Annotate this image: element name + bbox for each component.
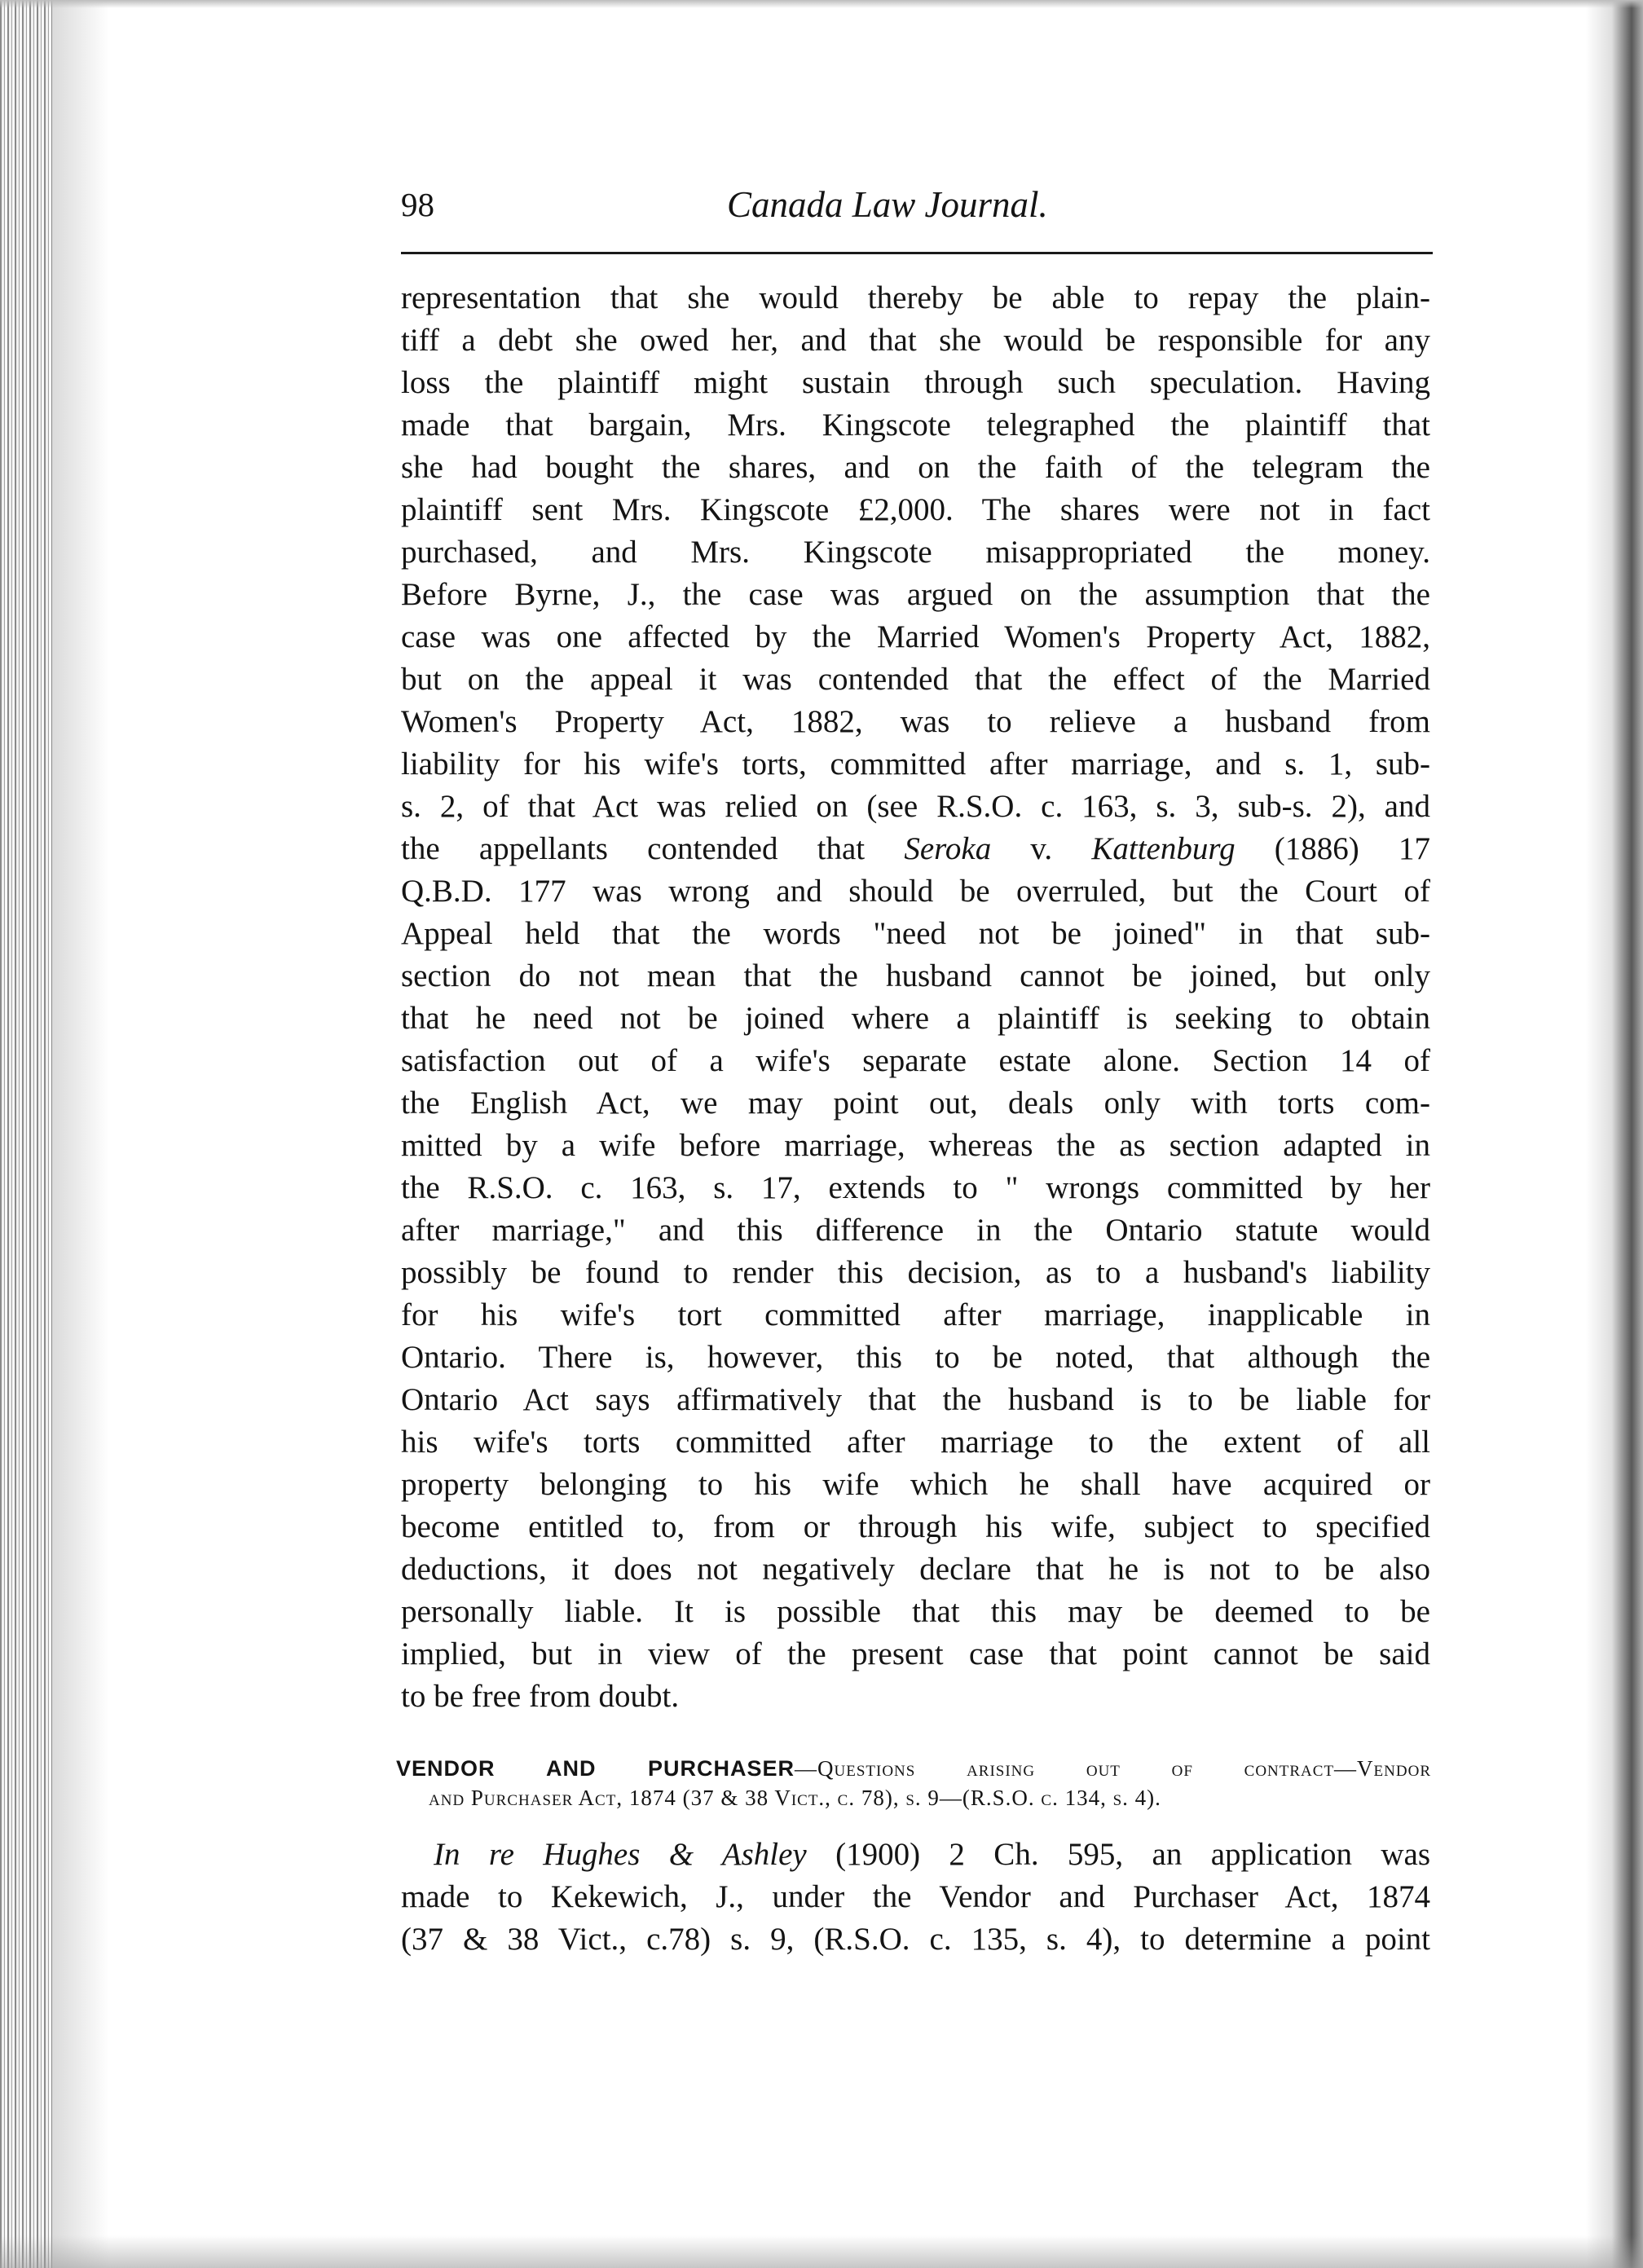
body-line: the English Act, we may point out, deals only with torts com- xyxy=(401,1086,1430,1121)
scan-edge-bottom xyxy=(0,2235,1643,2268)
case-versus: v. xyxy=(991,831,1092,866)
body-line: his wife's torts committed after marriage to the extent of all xyxy=(401,1425,1430,1460)
body-line: Women's Property Act, 1882, was to relieve a husband from xyxy=(401,704,1430,739)
case-paragraph-line-rest: (1900) 2 Ch. 595, an application was xyxy=(806,1837,1430,1872)
body-line: representation that she would thereby be able to repay the plain- xyxy=(401,280,1430,315)
case-name-kattenburg: Kattenburg xyxy=(1091,831,1236,866)
scan-edge-left-shadow xyxy=(52,0,109,2268)
body-paragraph xyxy=(401,277,1430,1718)
section-heading-line-1 xyxy=(396,1754,1431,1783)
scan-edge-top xyxy=(0,0,1643,8)
page-header xyxy=(401,184,1433,258)
case-paragraph-line xyxy=(401,1834,1430,1876)
body-line: Appeal held that the words "need not be joined" in that sub- xyxy=(401,916,1430,951)
body-line: possibly be found to render this decision, as to a husband's liability xyxy=(401,1255,1430,1290)
body-line: property belonging to his wife which he shall have acquired or xyxy=(401,1467,1430,1502)
body-line: purchased, and Mrs. Kingscote misappropriated the money. xyxy=(401,535,1430,570)
scan-edge-left xyxy=(0,0,52,2268)
body-line: made that bargain, Mrs. Kingscote telegraphed the plaintiff that xyxy=(401,407,1430,443)
body-line: after marriage," and this difference in the Ontario statute would xyxy=(401,1213,1430,1248)
body-line: mitted by a wife before marriage, whereas the as section adapted in xyxy=(401,1128,1430,1163)
body-line: become entitled to, from or through his wife, subject to specified xyxy=(401,1509,1430,1544)
body-line: that he need not be joined where a plaintiff is seeking to obtain xyxy=(401,1001,1430,1036)
body-line: implied, but in view of the present case that point cannot be said xyxy=(401,1636,1430,1671)
body-line: Ontario. There is, however, this to be noted, that although the xyxy=(401,1340,1430,1375)
header-rule xyxy=(401,252,1433,254)
body-line: she had bought the shares, and on the faith of the telegram the xyxy=(401,450,1430,485)
section-heading xyxy=(396,1754,1431,1812)
case-name-seroka: Seroka xyxy=(904,831,992,866)
body-line: plaintiff sent Mrs. Kingscote £2,000. The shares were not in fact xyxy=(401,492,1430,527)
body-line: liability for his wife's torts, committed after marriage, and s. 1, sub- xyxy=(401,746,1430,782)
case-citation: (1886) 17 xyxy=(1235,831,1430,866)
section-heading-line-2: and Purchaser Act, 1874 (37 & 38 Vict., c. 78), s. 9—(R.S.O. c. 134, s. 4). xyxy=(429,1786,1161,1810)
body-line: but on the appeal it was contended that the effect of the Married xyxy=(401,662,1430,697)
page-number: 98 xyxy=(401,186,434,223)
section-title: VENDOR AND PURCHASER xyxy=(396,1756,795,1781)
running-title: Canada Law Journal. xyxy=(727,184,1048,225)
case-name-hughes-ashley: In re Hughes & Ashley xyxy=(434,1837,807,1872)
body-line: satisfaction out of a wife's separate estate alone. Section 14 of xyxy=(401,1043,1430,1078)
case-paragraph-line: made to Kekewich, J., under the Vendor and Purchaser Act, 1874 xyxy=(401,1879,1430,1914)
body-line: Ontario Act says affirmatively that the husband is to be liable for xyxy=(401,1382,1430,1417)
body-line: for his wife's tort committed after marriage, inapplicable in xyxy=(401,1297,1430,1332)
body-line: Before Byrne, J., the case was argued on the assumption that the xyxy=(401,577,1430,612)
case-paragraph-line: (37 & 38 Vict., c.78) s. 9, (R.S.O. c. 135, s. 4), to determine a point xyxy=(401,1922,1430,1957)
body-line: case was one affected by the Married Women's Property Act, 1882, xyxy=(401,619,1430,654)
body-line: to be free from doubt. xyxy=(401,1679,680,1714)
body-line: personally liable. It is possible that this may be deemed to be xyxy=(401,1594,1430,1629)
body-line: the R.S.O. c. 163, s. 17, extends to " wrongs committed by her xyxy=(401,1170,1430,1205)
scan-edge-right xyxy=(1586,0,1643,2268)
body-line-lead: the appellants contended that xyxy=(401,831,866,866)
body-line-citation xyxy=(401,828,1430,870)
body-line: s. 2, of that Act was relied on (see R.S.O. c. 163, s. 3, sub-s. 2), and xyxy=(401,789,1430,824)
body-line: deductions, it does not negatively declare that he is not to be also xyxy=(401,1552,1430,1587)
body-line: section do not mean that the husband cannot be joined, but only xyxy=(401,958,1430,993)
body-line: tiff a debt she owed her, and that she would be responsible for any xyxy=(401,323,1430,358)
section-subtitle: —Questions arising out of contract—Vendor xyxy=(795,1756,1431,1781)
body-line: loss the plaintiff might sustain through such speculation. Having xyxy=(401,365,1430,400)
body-line: Q.B.D. 177 was wrong and should be overruled, but the Court of xyxy=(401,874,1430,909)
case-paragraph xyxy=(401,1834,1430,1961)
